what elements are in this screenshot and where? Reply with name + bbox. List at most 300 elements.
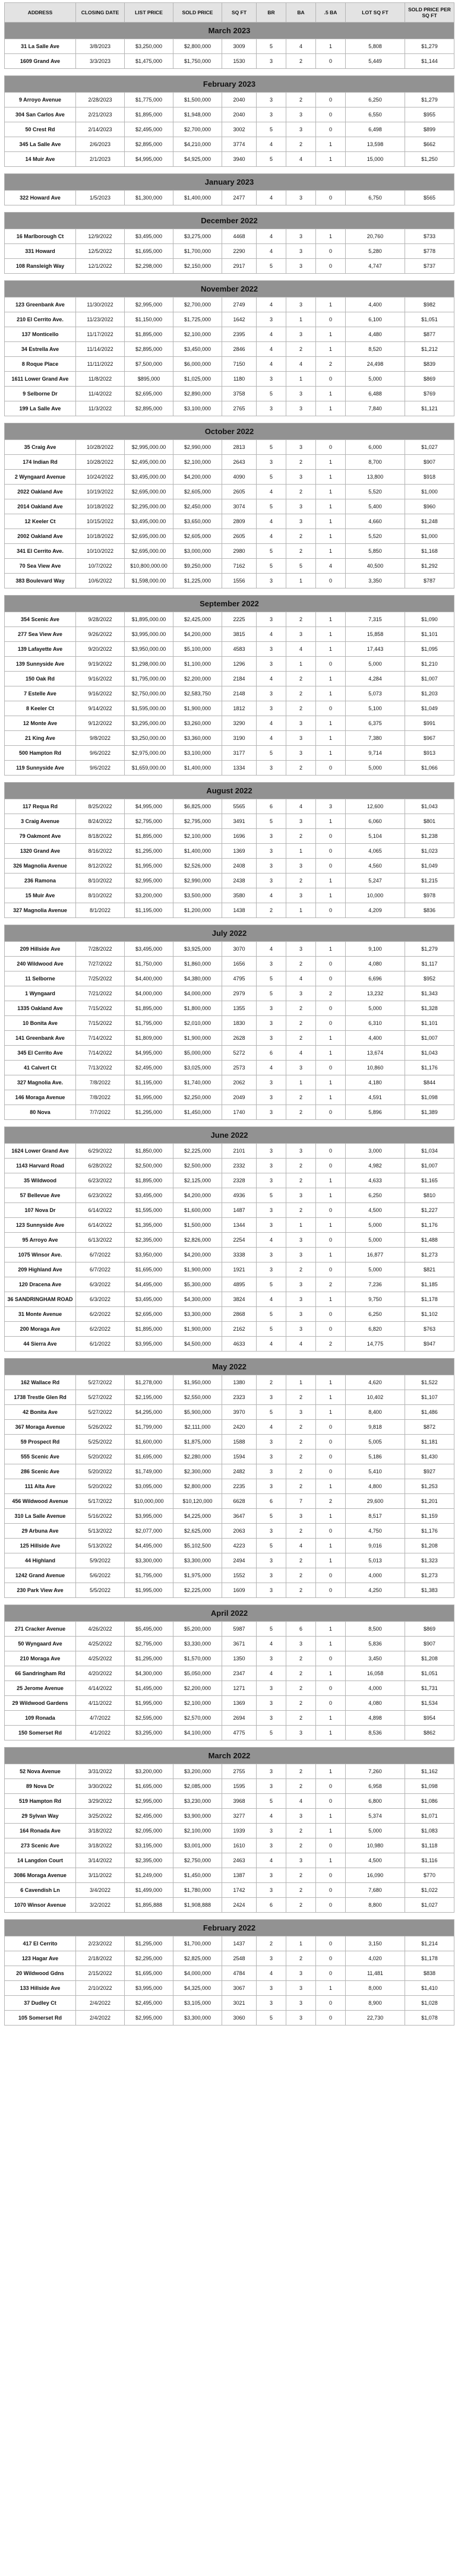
table-row [5,1853,454,1868]
table-cell: 3 [257,1248,286,1262]
table-cell: $2,150,000 [173,259,222,274]
table-cell: 2 [286,829,316,844]
table-cell: 7,380 [346,731,405,746]
table-cell: 2573 [222,1061,257,1075]
table-cell: 3 [257,1951,286,1966]
table-cell: 0 [316,971,346,986]
table-cell: $733 [405,229,454,244]
table-cell: 3 [257,1450,286,1464]
table-cell: $1,176 [405,1218,454,1233]
table-cell: $1,295,000 [125,1651,173,1666]
table-cell: 1 [316,874,346,888]
table-cell: 105 Somerset Rd [5,2011,76,2026]
table-cell: 2 [286,1681,316,1696]
table-cell: 3 [257,1090,286,1105]
table-cell: $1,695,000 [125,1966,173,1981]
table-cell: $991 [405,716,454,731]
table-cell: 4 [257,1233,286,1248]
table-row [5,1666,454,1681]
table-cell: $869 [405,372,454,387]
table-cell: 29,600 [346,1494,405,1509]
table-cell: $821 [405,1262,454,1277]
table-row [5,903,454,918]
table-cell: 0 [316,1322,346,1337]
table-cell: $3,300,000 [173,2011,222,2026]
table-cell: 1334 [222,761,257,776]
table-cell: $737 [405,259,454,274]
table-cell: 0 [316,1651,346,1666]
table-cell: 2 [286,874,316,888]
table-row [5,1001,454,1016]
table-cell: $769 [405,387,454,401]
table-cell: $1,895,888 [125,1898,173,1913]
spacer-cell [5,1913,454,1920]
table-cell: 5272 [222,1046,257,1061]
table-cell: 1 [316,1622,346,1637]
table-cell: $763 [405,1322,454,1337]
table-cell: 3758 [222,387,257,401]
table-cell: 2323 [222,1390,257,1405]
table-cell: 3 [257,612,286,627]
table-cell: 1609 Grand Ave [5,54,76,69]
table-cell: 1 [286,657,316,672]
table-cell: 1 [316,746,346,761]
table-row [5,1553,454,1568]
table-cell: 5 [257,499,286,514]
table-cell: $1,249,000 [125,1868,173,1883]
table-cell: 13,674 [346,1046,405,1061]
table-cell: 1 [316,731,346,746]
table-cell: 3970 [222,1405,257,1420]
table-cell: 0 [316,1262,346,1277]
table-cell: 271 Cracker Avenue [5,1622,76,1637]
table-cell: 2148 [222,686,257,701]
table-cell: $4,995,000 [125,1046,173,1061]
table-cell: $778 [405,244,454,259]
section-spacer [5,1120,454,1127]
table-cell: 4 [257,342,286,357]
table-cell: 1 [316,1375,346,1390]
table-cell: $5,100,000 [173,642,222,657]
table-cell: $1,034 [405,1144,454,1159]
month-header: March 2023 [5,23,454,39]
table-cell: $1,049 [405,701,454,716]
table-cell: 5 [257,1322,286,1337]
table-cell: $1,695,000 [125,1262,173,1277]
table-cell: 3/18/2022 [76,1824,125,1838]
table-cell: 2014 Oakland Ave [5,499,76,514]
table-cell: $1,522 [405,1375,454,1390]
table-row [5,888,454,903]
table-cell: 5 [257,1726,286,1740]
table-cell: 4795 [222,971,257,986]
table-cell: 2477 [222,191,257,205]
table-cell: 9,100 [346,942,405,957]
table-cell: 1 [316,716,346,731]
table-cell: 4,500 [346,1853,405,1868]
table-cell: 1 [316,229,346,244]
month-header-row [5,1605,454,1622]
table-cell: 3815 [222,627,257,642]
table-cell: 5,850 [346,544,405,559]
table-cell: $1,795,000.00 [125,672,173,686]
table-cell: 417 El Cerrito [5,1936,76,1951]
table-cell: 1 [316,1405,346,1420]
table-cell: $1,178 [405,1951,454,1966]
table-row [5,971,454,986]
table-cell: 3070 [222,942,257,957]
table-cell: 0 [316,1159,346,1173]
table-cell: 10/19/2022 [76,485,125,499]
table-cell: $2,975,000.00 [125,746,173,761]
table-cell: 1595 [222,1779,257,1794]
table-cell: $4,995,000 [125,799,173,814]
table-cell: 6,820 [346,1322,405,1337]
table-cell: $1,238 [405,829,454,844]
table-cell: 7/15/2022 [76,1001,125,1016]
month-header: March 2022 [5,1748,454,1764]
table-cell: 0 [316,2011,346,2026]
table-row [5,1651,454,1666]
table-cell: 6 [286,1622,316,1637]
table-cell: 1 [316,1809,346,1824]
table-cell: 2/23/2022 [76,1936,125,1951]
table-cell: $1,086 [405,1794,454,1809]
table-cell: $1,043 [405,799,454,814]
table-cell: 7162 [222,559,257,574]
table-cell: 1 [316,544,346,559]
table-cell: 6,550 [346,107,405,122]
table-cell: 11/4/2022 [76,387,125,401]
table-cell: $1,298,000.00 [125,657,173,672]
table-cell: 3 [257,874,286,888]
table-cell: 3 [257,1764,286,1779]
table-cell: 5,000 [346,1218,405,1233]
table-cell: 4468 [222,229,257,244]
table-cell: 2 [316,1494,346,1509]
table-cell: $4,200,000 [173,1188,222,1203]
table-cell: $1,292 [405,559,454,574]
table-cell: $3,260,000 [173,716,222,731]
table-cell: 1070 Winsor Avenue [5,1898,76,1913]
table-cell: 119 Sunnyside Ave [5,761,76,776]
table-cell: 3 [286,1996,316,2011]
table-cell: 15 Muir Ave [5,888,76,903]
table-cell: 2 Wyngaard Avenue [5,470,76,485]
table-cell: 44 Highland [5,1553,76,1568]
table-cell: 1 [316,137,346,152]
table-cell: 5,000 [346,372,405,387]
table-cell: 3 [286,1726,316,1740]
table-cell: $1,162 [405,1764,454,1779]
table-cell: 8/24/2022 [76,814,125,829]
table-cell: 8/18/2022 [76,829,125,844]
table-cell: 1335 Oakland Ave [5,1001,76,1016]
month-header-row [5,925,454,942]
table-cell: 230 Park View Ave [5,1583,76,1598]
table-cell: $1,389 [405,1105,454,1120]
table-cell: $2,395,000 [125,1233,173,1248]
table-cell: $1,078 [405,2011,454,2026]
table-cell: 3/3/2023 [76,54,125,69]
table-row [5,1637,454,1651]
table-cell: 2 [286,1262,316,1277]
table-cell: 310 La Salle Avenue [5,1509,76,1524]
table-cell: 2846 [222,342,257,357]
table-cell: 9/6/2022 [76,761,125,776]
table-cell: $1,486 [405,1405,454,1420]
table-cell: 10/15/2022 [76,514,125,529]
table-cell: 2 [286,1435,316,1450]
table-cell: $1,499,000 [125,1883,173,1898]
table-cell: $1,495,000 [125,1681,173,1696]
table-cell: 1/5/2023 [76,191,125,205]
table-cell: 354 Scenic Ave [5,612,76,627]
table-cell: 3 [257,1711,286,1726]
table-cell: 8,700 [346,455,405,470]
table-cell: $952 [405,971,454,986]
table-row [5,657,454,672]
table-cell: $1,600,000 [125,1435,173,1450]
table-cell: $3,950,000.00 [125,642,173,657]
table-cell: 4 [257,627,286,642]
table-cell: 2765 [222,401,257,416]
table-row [5,1262,454,1277]
table-cell: $2,225,000 [173,1144,222,1159]
table-cell: 3 [286,387,316,401]
table-cell: $3,100,000 [173,401,222,416]
table-cell: $1,975,000 [173,1568,222,1583]
table-cell: 4,620 [346,1375,405,1390]
table-cell: 326 Magnolia Avenue [5,859,76,874]
table-cell: 273 Scenic Ave [5,1838,76,1853]
table-cell: $4,925,000 [173,152,222,167]
table-row [5,1061,454,1075]
table-cell: 6,488 [346,387,405,401]
table-cell: 7/15/2022 [76,1016,125,1031]
table-cell: $3,900,000 [173,1809,222,1824]
col-closing-date: CLOSING DATE [76,3,125,23]
spacer-cell [5,69,454,76]
table-cell: $1,023 [405,844,454,859]
table-cell: 3 [257,372,286,387]
table-cell: 10,000 [346,888,405,903]
table-cell: 164 Ronada Ave [5,1824,76,1838]
table-cell: 3 [286,627,316,642]
table-cell: 6,060 [346,814,405,829]
table-row [5,39,454,54]
table-cell: $1,908,888 [173,1898,222,1913]
table-cell: 2022 Oakland Ave [5,485,76,499]
table-row [5,54,454,69]
table-cell: $1,795,000 [125,1568,173,1583]
table-cell: 1696 [222,829,257,844]
table-cell: 0 [316,844,346,859]
table-row [5,1936,454,1951]
table-row [5,1188,454,1203]
table-cell: 4/20/2022 [76,1666,125,1681]
table-cell: $1,695,000 [125,1450,173,1464]
table-cell: $1,022 [405,1883,454,1898]
table-cell: 6,250 [346,1307,405,1322]
table-cell: $1,950,000 [173,1375,222,1390]
table-cell: $1,025,000 [173,372,222,387]
table-cell: $1,695,000 [125,1779,173,1794]
table-cell: $1,900,000 [173,1262,222,1277]
table-cell: $1,118 [405,1838,454,1853]
table-cell: 5/25/2022 [76,1435,125,1450]
table-cell: $4,000,000 [125,986,173,1001]
table-cell: $907 [405,455,454,470]
table-cell: 12/1/2022 [76,259,125,274]
table-cell: 4,209 [346,903,405,918]
table-cell: 4633 [222,1337,257,1352]
table-cell: 2 [286,612,316,627]
month-header-row [5,1127,454,1144]
table-cell: 2254 [222,1233,257,1248]
table-cell: $2,895,000 [125,342,173,357]
table-cell: $1,795,000 [125,1016,173,1031]
table-cell: 31 La Salle Ave [5,39,76,54]
table-cell: 2 [286,1553,316,1568]
table-cell: 1 [316,1853,346,1868]
table-cell: 209 Highland Ave [5,1262,76,1277]
table-cell: 0 [316,657,346,672]
table-cell: 7 [286,1494,316,1509]
table-cell: 4 [257,137,286,152]
table-row [5,387,454,401]
table-cell: 5 [257,1622,286,1637]
table-cell: 3/4/2022 [76,1883,125,1898]
table-row [5,761,454,776]
table-cell: 4 [257,731,286,746]
table-cell: 150 Somerset Rd [5,1726,76,1740]
table-cell: 4 [257,1966,286,1981]
table-cell: 2/18/2022 [76,1951,125,1966]
table-cell: 286 Scenic Ave [5,1464,76,1479]
table-cell: 3/31/2022 [76,1764,125,1779]
table-cell: $960 [405,499,454,514]
table-cell: 5,400 [346,499,405,514]
table-cell: 7/21/2022 [76,986,125,1001]
table-cell: 1921 [222,1262,257,1277]
table-cell: 2438 [222,874,257,888]
table-cell: 3 [257,455,286,470]
table-cell: 3 [257,1218,286,1233]
table-cell: 3 [286,244,316,259]
table-cell: 10/18/2022 [76,529,125,544]
table-cell: $1,900,000 [173,1031,222,1046]
table-cell: 3 [286,1322,316,1337]
table-cell: $1,780,000 [173,1883,222,1898]
table-cell: 6/29/2022 [76,1144,125,1159]
table-cell: 4 [286,1539,316,1553]
table-cell: $1,750,000 [173,54,222,69]
table-cell: 4 [286,357,316,372]
table-cell: 3 [257,1824,286,1838]
table-cell: $1,695,000 [125,244,173,259]
table-cell: 1 [316,1539,346,1553]
table-cell: 12/5/2022 [76,244,125,259]
table-cell: 5,520 [346,529,405,544]
month-header: August 2022 [5,783,454,799]
table-cell: 3 [286,859,316,874]
table-row [5,93,454,107]
table-cell: 1 [316,1509,346,1524]
table-cell: 2628 [222,1031,257,1046]
month-header: December 2022 [5,213,454,229]
table-cell: $2,500,000 [125,1159,173,1173]
table-cell: 14 Muir Ave [5,152,76,167]
table-cell: 36 SANDRINGHAM ROAD [5,1292,76,1307]
table-cell: 125 Hillside Ave [5,1539,76,1553]
month-header: February 2022 [5,1920,454,1936]
table-cell: 1369 [222,1696,257,1711]
table-cell: 3 [257,1553,286,1568]
table-cell: 1609 [222,1583,257,1598]
table-cell: 11/3/2022 [76,401,125,416]
table-cell: $1,995,000 [125,1583,173,1598]
table-cell: 0 [316,701,346,716]
table-cell: 200 Moraga Ave [5,1322,76,1337]
table-cell: 0 [316,1450,346,1464]
table-cell: 10/24/2022 [76,470,125,485]
table-cell: $1,809,000 [125,1031,173,1046]
table-cell: 1380 [222,1375,257,1390]
table-cell: 2 [286,1696,316,1711]
table-cell: 2290 [222,244,257,259]
table-cell: $1,278,000 [125,1375,173,1390]
table-cell: 6,696 [346,971,405,986]
table-cell: 6 [257,1046,286,1061]
table-cell: $3,275,000 [173,229,222,244]
table-cell: $1,383 [405,1583,454,1598]
table-cell: $2,111,000 [173,1420,222,1435]
table-cell: $1,895,000 [125,1322,173,1337]
table-cell: 1 [316,470,346,485]
table-cell: 1 [316,499,346,514]
table-cell: 3 [257,1696,286,1711]
table-cell: 4 [257,1666,286,1681]
table-cell: 1355 [222,1001,257,1016]
table-cell: 8/12/2022 [76,859,125,874]
table-cell: $1,410 [405,1981,454,1996]
table-cell: $1,600,000 [173,1203,222,1218]
table-cell: 2643 [222,455,257,470]
table-cell: $2,825,000 [173,1951,222,1966]
table-row [5,1031,454,1046]
table-cell: $1,051 [405,312,454,327]
table-cell: 5 [257,1405,286,1420]
table-cell: 6/23/2022 [76,1173,125,1188]
table-cell: $5,900,000 [173,1405,222,1420]
table-cell: 8,900 [346,1996,405,2011]
table-cell: $1,750,000 [125,957,173,971]
table-cell: 2605 [222,485,257,499]
table-cell: $1,028 [405,1996,454,2011]
table-cell: 70 Sea View Ave [5,559,76,574]
table-cell: 3 [286,986,316,1001]
table-cell: 1611 Lower Grand Ave [5,372,76,387]
table-cell: $2,095,000 [125,1824,173,1838]
table-cell: 0 [316,1936,346,1951]
table-cell: $1,150,000 [125,312,173,327]
table-row [5,342,454,357]
table-cell: 5,280 [346,244,405,259]
table-cell: 2332 [222,1159,257,1173]
table-cell: 6/14/2022 [76,1203,125,1218]
table-cell: 3 [257,1868,286,1883]
